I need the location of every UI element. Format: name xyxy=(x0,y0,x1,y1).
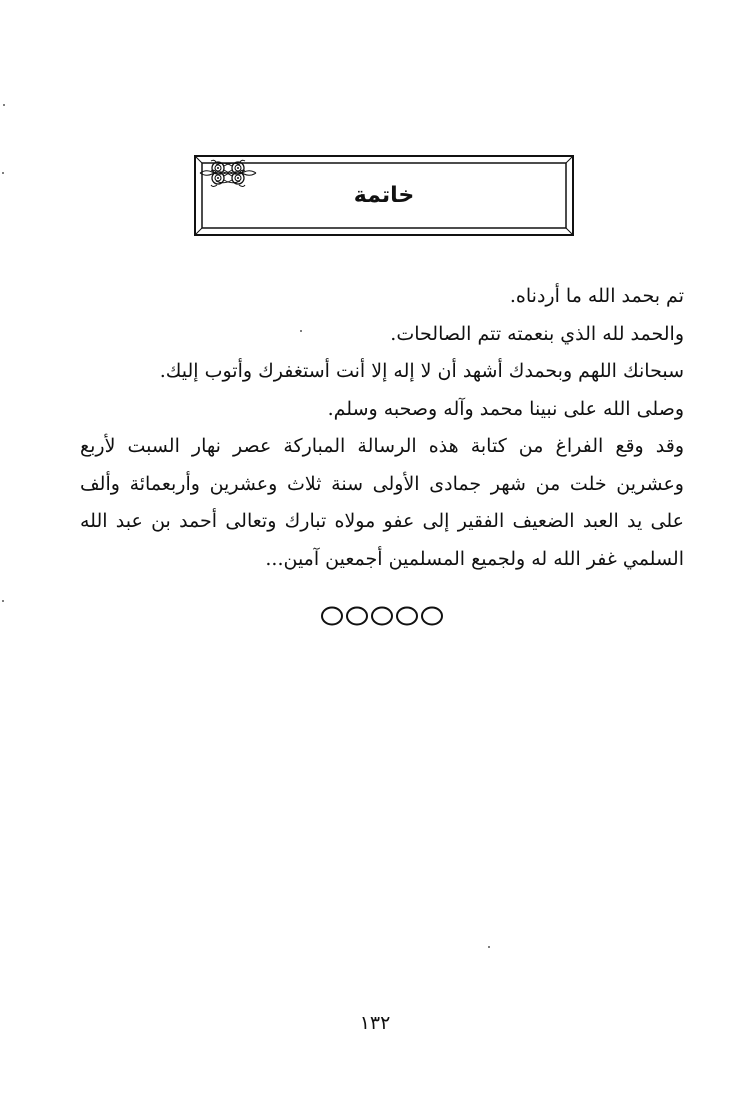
separator-circles xyxy=(320,604,444,628)
paragraph-line: سبحانك اللهم وبحمدك أشهد أن لا إله إلا أنت أستغفرك وأتوب إليك. xyxy=(159,360,684,382)
rose-ornament-bottom-right-icon xyxy=(196,157,248,179)
separator-circle xyxy=(372,608,392,625)
scan-speck xyxy=(3,104,5,106)
scan-speck xyxy=(488,946,490,948)
separator-circle xyxy=(397,608,417,625)
chapter-title: خاتمة xyxy=(353,183,415,208)
separator-circle xyxy=(347,608,367,625)
page-number: ١٣٢ xyxy=(359,1012,391,1034)
paragraph-line: وصلى الله على نبينا محمد وآله وصحبه وسلم. xyxy=(327,397,684,420)
paragraph-line: والحمد لله الذي بنعمته تتم الصالحات. xyxy=(390,322,684,345)
scan-speck xyxy=(2,600,4,602)
separator-circle xyxy=(422,608,442,625)
separator-circle xyxy=(322,608,342,625)
paragraph-line: تم بحمد الله ما أردناه. xyxy=(509,285,684,307)
chapter-header-frame xyxy=(194,155,574,236)
scan-speck xyxy=(300,330,302,332)
body-text xyxy=(80,278,684,578)
scan-speck xyxy=(2,172,4,174)
colophon-paragraph: وقد وقع الفراغ من كتابة هذه الرسالة المباركة عصر نهار السبت لأربع وعشرين خلت من شهر جمادى الأولى سنة ثلاث وعشرين وأربعمائة وألف على يد العبد الضعيف الفقير إلى عفو مولاه تبارك وتعالى أحمد بن عبد الله السلمي غفر الله له ولجميع المسلمين أجمعين آمين... xyxy=(80,435,684,570)
